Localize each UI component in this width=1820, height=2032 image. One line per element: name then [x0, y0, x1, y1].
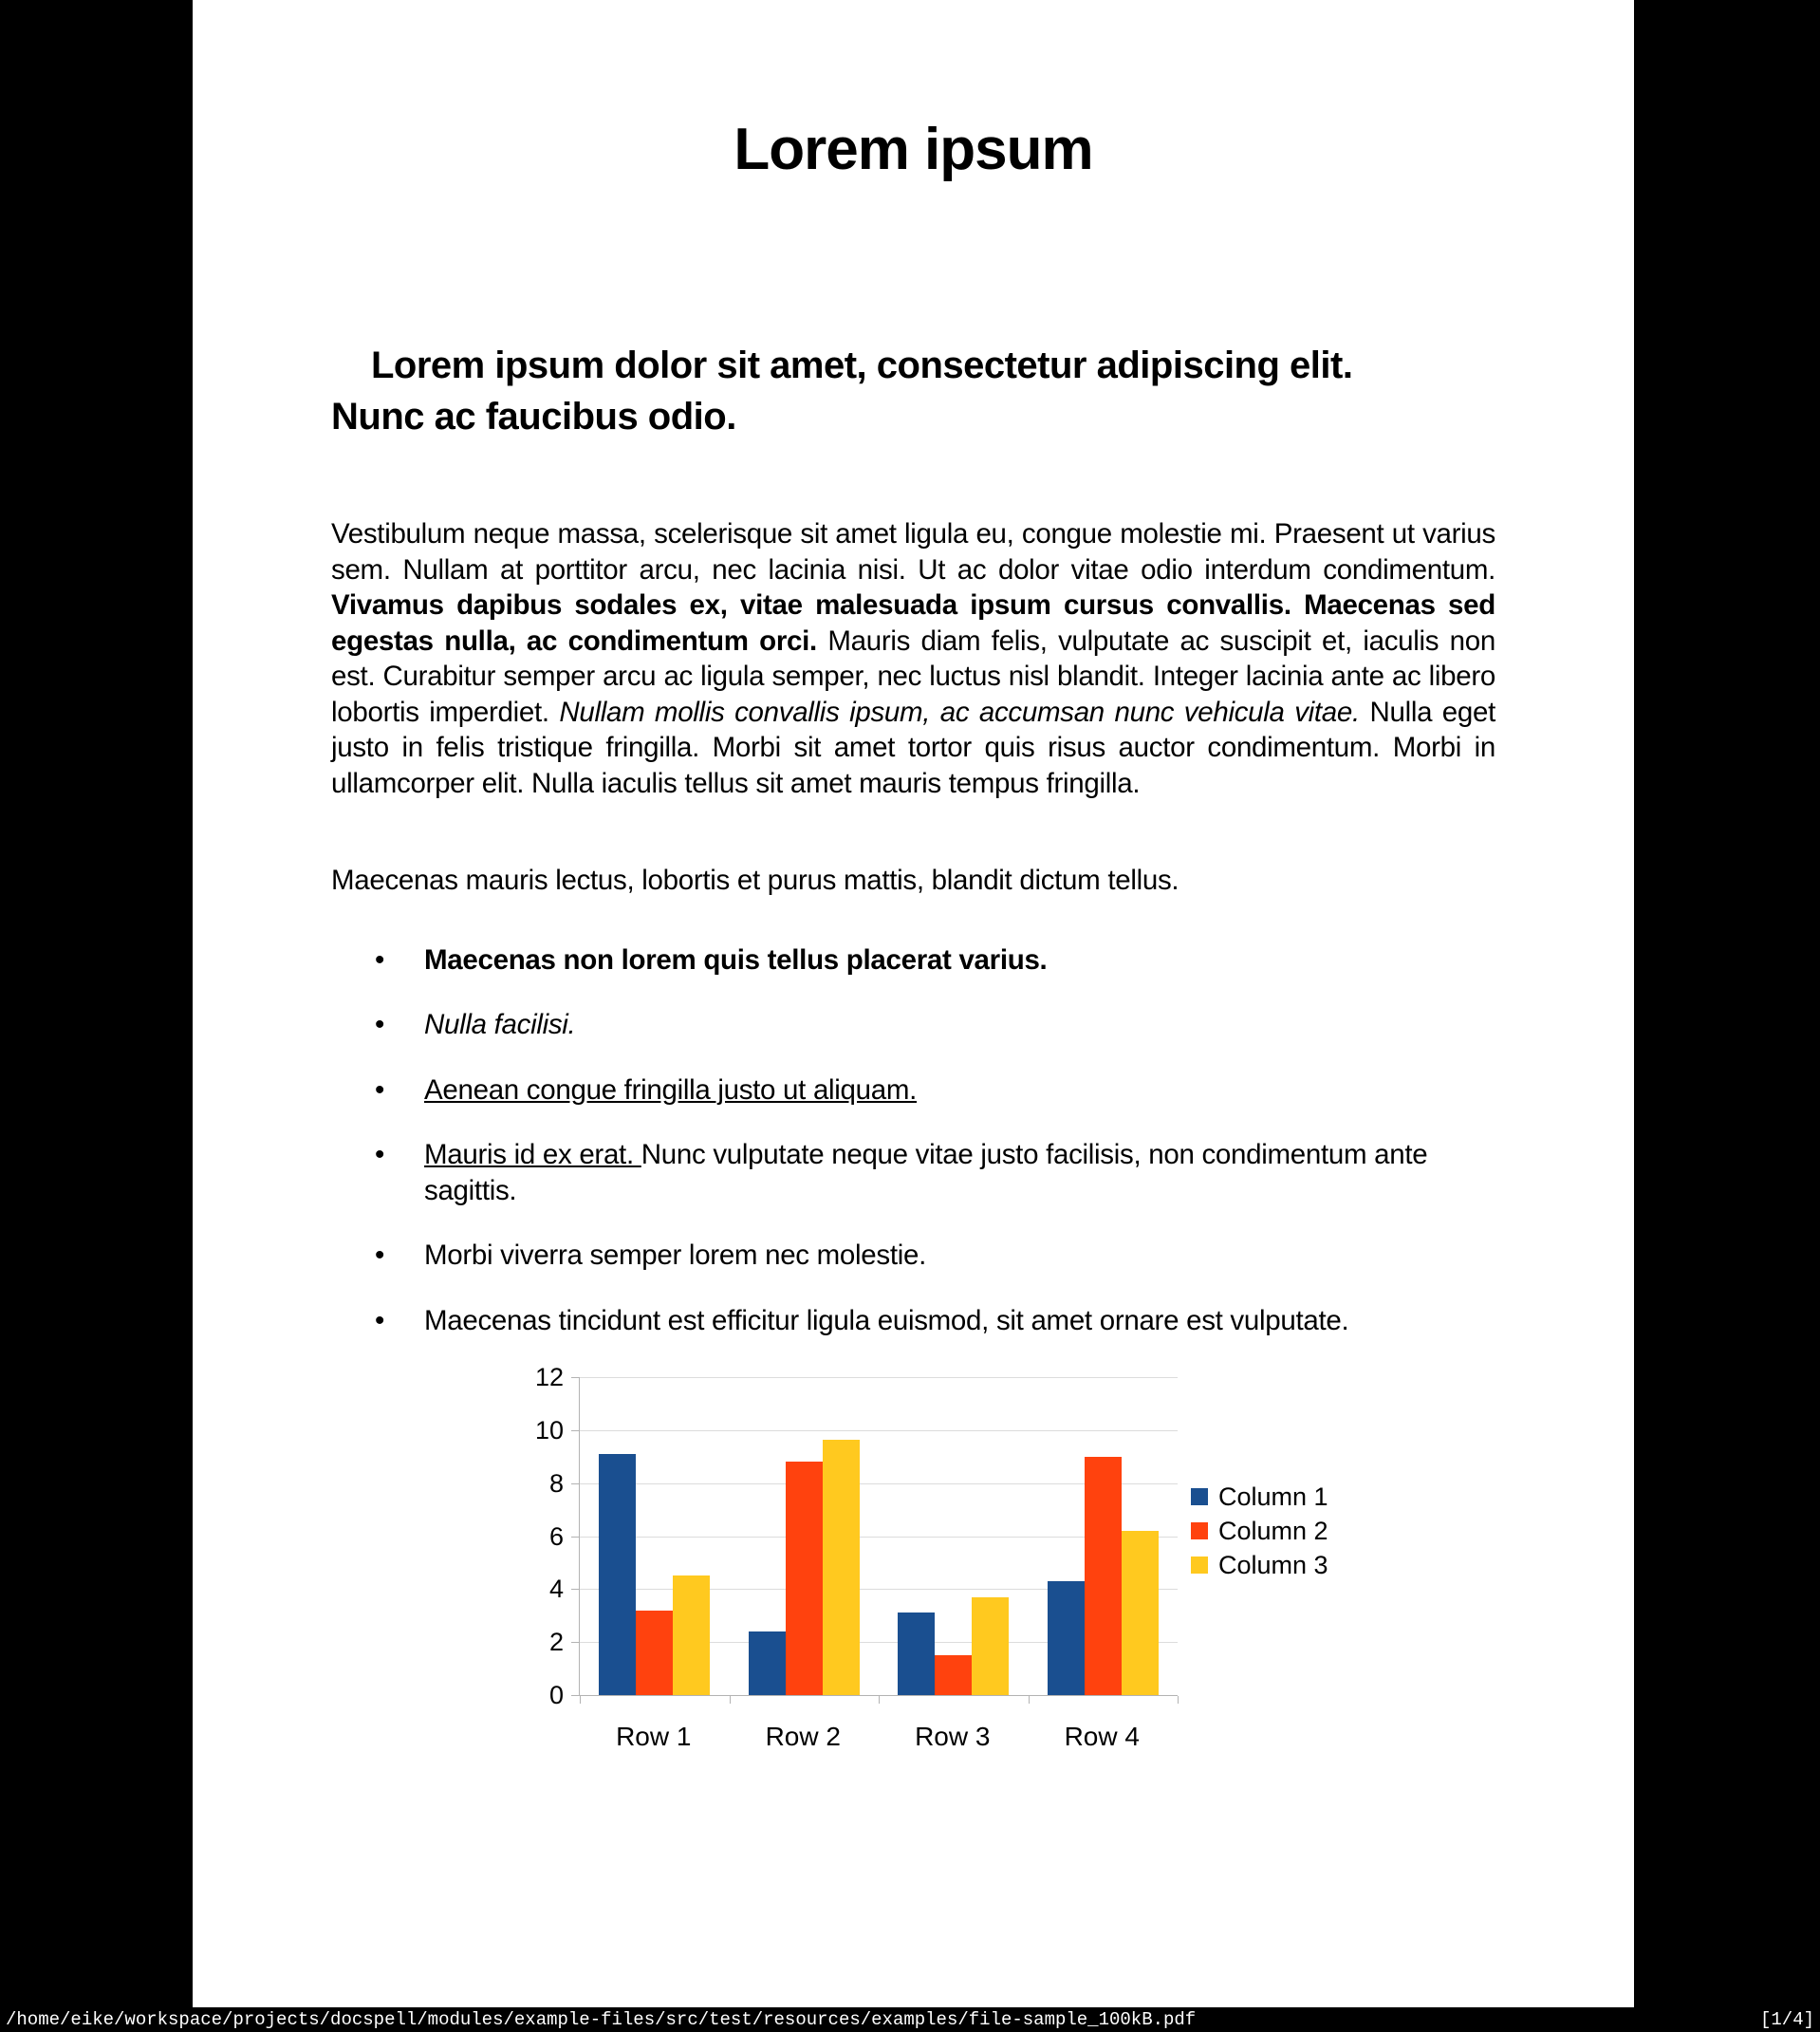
- bullet-item: [331, 1303, 1495, 1339]
- chart-bar: [636, 1611, 673, 1695]
- legend-swatch-icon: [1191, 1557, 1208, 1574]
- bullet-marker-icon: •: [375, 1009, 385, 1040]
- section-heading: Lorem ipsum dolor sit amet, consectetur adipiscing elit. Nunc ac faucibus odio.: [331, 345, 1353, 438]
- bullet-marker-icon: •: [375, 1139, 385, 1170]
- text-segment: Nullam mollis convallis ipsum, ac accumsan nunc vehicula vitae.: [559, 696, 1370, 728]
- chart-bar: [673, 1575, 710, 1695]
- text-segment: Morbi viverra semper lorem nec molestie.: [424, 1240, 926, 1271]
- legend-item: [1191, 1548, 1328, 1582]
- bullet-marker-icon: •: [375, 1304, 385, 1336]
- bullet-marker-icon: •: [375, 943, 385, 976]
- text-segment: Nunc vulputate neque vitae justo facilisis, non condimentum ante sagittis.: [424, 1139, 1428, 1206]
- category-label: Row 4: [1064, 1722, 1140, 1751]
- chart-bar: [972, 1597, 1009, 1695]
- bullet-item: [331, 1007, 1495, 1043]
- text-segment: Aenean congue fringilla justo ut aliquam.: [424, 1073, 918, 1106]
- chart: [331, 1363, 1495, 1757]
- x-axis-tick: [1029, 1696, 1030, 1704]
- page-content: [331, 0, 1495, 1757]
- chart-legend: [1191, 1480, 1328, 1582]
- bullet-marker-icon: •: [375, 1073, 385, 1106]
- text-segment: Nulla eget justo in felis tristique fringilla. Morbi sit amet tortor quis risus auctor condimentum. Morbi in ullamcorper elit. Nulla iaculis tellus sit amet mauris tempus fringilla.: [331, 696, 1496, 799]
- y-axis-label: 8: [548, 1468, 564, 1498]
- bullet-marker-icon: •: [375, 1240, 385, 1271]
- legend-label: Column 3: [1218, 1550, 1328, 1579]
- legend-label: Column 2: [1218, 1516, 1328, 1545]
- body-paragraph-1: [331, 516, 1495, 801]
- gridline: [580, 1430, 1178, 1431]
- bullet-list: [331, 942, 1495, 1339]
- chart-bar: [786, 1462, 823, 1695]
- legend-item: [1191, 1514, 1328, 1548]
- y-axis-label: 2: [548, 1628, 564, 1657]
- y-axis-label: 0: [548, 1681, 564, 1709]
- text-segment: Nulla facilisi.: [424, 1009, 576, 1040]
- gridline: [580, 1377, 1178, 1378]
- y-axis-tick: [571, 1377, 579, 1378]
- text-segment: Mauris diam felis, vulputate ac suscipit et, iaculis non est. Curabitur semper arcu ac ligula semper, nec luctus nisl blandit. Integer lacinia ante ac libero lobortis imperdiet.: [331, 625, 1495, 728]
- y-axis-tick: [571, 1589, 579, 1590]
- chart-plot-area: [579, 1377, 1178, 1696]
- bullet-item: [331, 942, 1495, 979]
- y-axis-tick: [571, 1483, 579, 1484]
- y-axis-tick: [571, 1430, 579, 1431]
- y-axis-label: 10: [534, 1415, 564, 1445]
- chart-bar: [823, 1440, 860, 1695]
- page-indicator: [1/4]: [1759, 2009, 1814, 2030]
- y-axis-label: 6: [548, 1521, 564, 1551]
- category-label: Row 3: [915, 1722, 991, 1751]
- statusbar: [0, 2007, 1820, 2032]
- chart-bar: [1048, 1581, 1085, 1695]
- y-axis-tick: [571, 1642, 579, 1643]
- category-label: Row 1: [616, 1722, 692, 1751]
- chart-bar: [898, 1613, 935, 1695]
- y-axis-tick: [571, 1537, 579, 1538]
- y-axis-tick: [571, 1695, 579, 1696]
- bullet-item: [331, 1072, 1495, 1109]
- chart-bar: [599, 1454, 636, 1695]
- y-axis-label: 4: [548, 1575, 564, 1604]
- chart-bar: [1085, 1457, 1122, 1695]
- legend-item: [1191, 1480, 1328, 1514]
- text-segment: Maecenas tincidunt est efficitur ligula euismod, sit amet ornare est vulputate.: [424, 1304, 1349, 1336]
- legend-swatch-icon: [1191, 1488, 1208, 1505]
- document-page[interactable]: [193, 0, 1634, 2007]
- chart-bar: [749, 1631, 786, 1695]
- text-segment: Vestibulum neque massa, scelerisque sit amet ligula eu, congue molestie mi. Praesent ut varius sem. Nullam at porttitor arcu, nec lacinia nisi. Ut ac dolor vitae odio interdum condimentum.: [331, 518, 1495, 586]
- x-axis-tick: [730, 1696, 731, 1704]
- x-axis-tick: [580, 1696, 581, 1704]
- legend-swatch-icon: [1191, 1522, 1208, 1539]
- document-title: Lorem ipsum: [734, 117, 1093, 182]
- file-path: /home/eike/workspace/projects/docspell/modules/example-files/src/test/resources/examples/file-sample_100kB.pdf: [6, 2009, 1197, 2030]
- y-axis-label: 12: [534, 1363, 564, 1391]
- chart-bar: [935, 1655, 972, 1695]
- category-label: Row 2: [765, 1722, 841, 1751]
- legend-label: Column 1: [1218, 1482, 1328, 1511]
- bullet-item: [331, 1238, 1495, 1274]
- bullet-item: [331, 1137, 1495, 1208]
- chart-bar: [1122, 1531, 1159, 1695]
- text-segment: Maecenas non lorem quis tellus placerat varius.: [424, 943, 1048, 976]
- text-segment: Mauris id ex erat.: [424, 1139, 641, 1170]
- x-axis-tick: [879, 1696, 880, 1704]
- body-paragraph-2: Maecenas mauris lectus, lobortis et purus mattis, blandit dictum tellus.: [331, 865, 1179, 896]
- x-axis-tick: [1178, 1696, 1179, 1704]
- text-segment: Vivamus dapibus sodales ex, vitae malesuada ipsum cursus convallis. Maecenas sed egestas nulla, ac condimentum orci.: [331, 589, 1495, 657]
